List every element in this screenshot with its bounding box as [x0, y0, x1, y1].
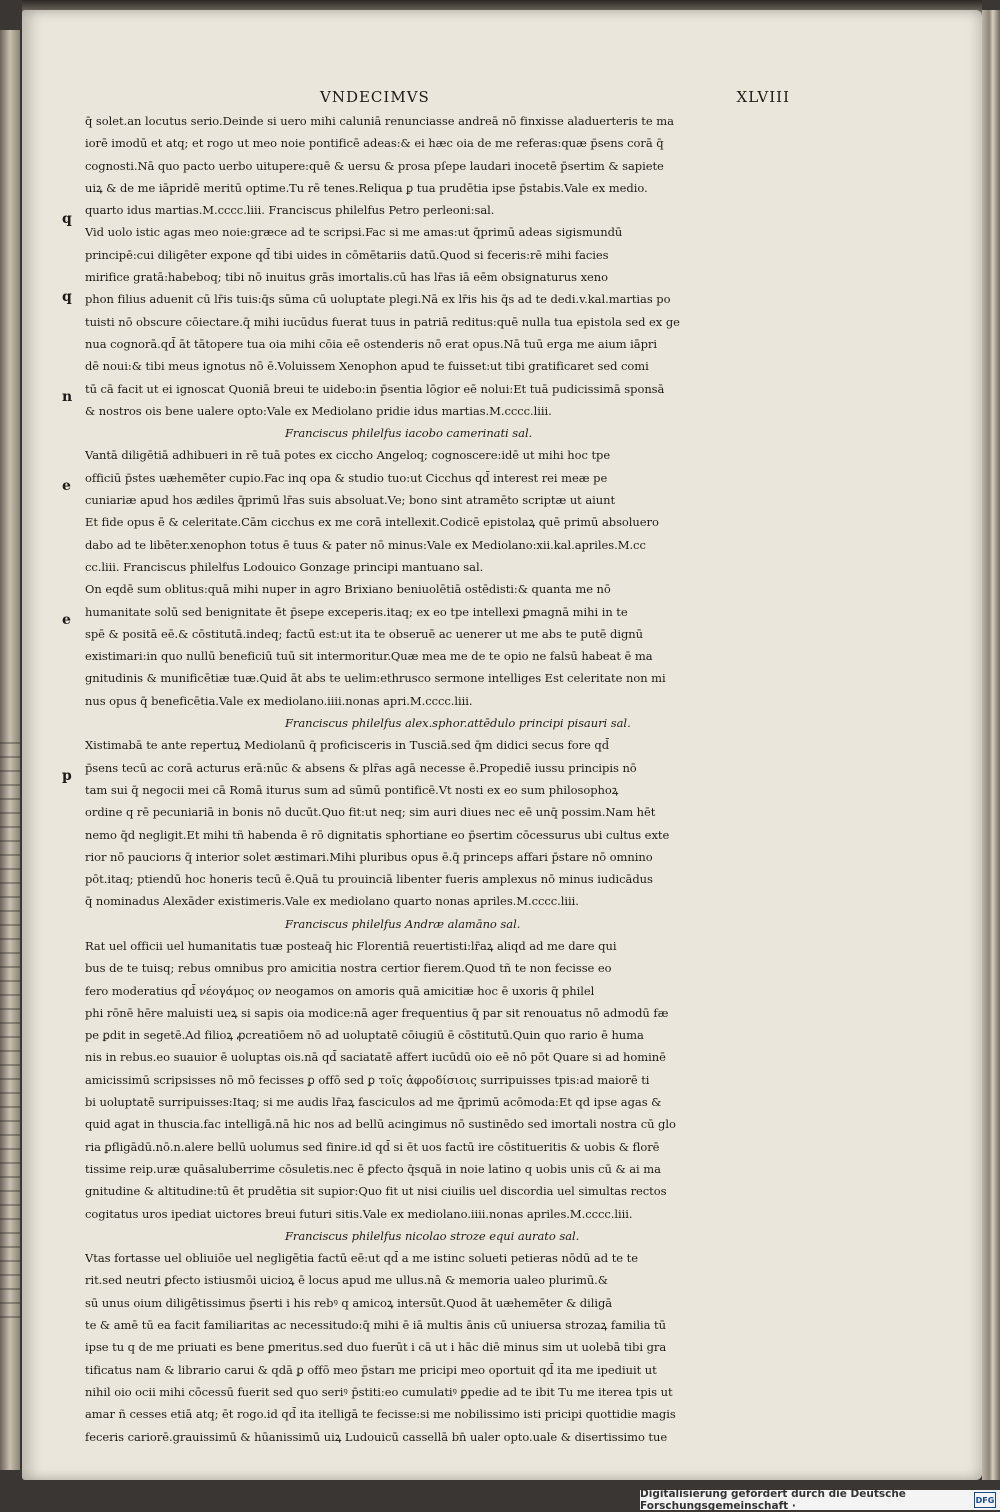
letter-heading: Franciscus philelfus nicolao stroze equi aurato sal. [285, 1228, 580, 1243]
running-head-title: VNDECIMVS [320, 88, 430, 106]
text-line: phi rōnē hēre maluisti ueꝝ si sapis oia modice:nā ager frequentius q̄ par sit renouatus nō admodū fæ [85, 1005, 669, 1020]
text-line: pōt.itaq; ptiendū hoc honeris tecū ē.Quā tu prouinciā libenter fueris amplexus nō minus iudicādus [85, 872, 653, 887]
funding-notice: Digitalisierung gefördert durch die Deutsche Forschungsgemeinschaft · [640, 1488, 906, 1512]
text-line: cogitatus uros ipediat uictores breui futuri sitis.Vale ex mediolano.iiii.nonas apriles.M.cccc.liii. [85, 1206, 633, 1221]
text-line: ria ꝑfligādū.nō.n.alere bellū uolumus sed finire.id qd̄ si ēt uos factū ire cōstitueritis & uobis & florē [85, 1139, 660, 1154]
text-line: feceris cariorē.grauissimū & hūanissimū uiꝝ Ludouicū cassellā bn̄ ualer opto.uale & disertissimo tue [85, 1429, 668, 1444]
text-line: tū cā facit ut ei ignoscat Quoniā breui te uidebo:in p̄sentia lōgior eē nolui:Et tuā pudicissimā sponsā [85, 381, 665, 396]
text-line: tissime reip.uræ quāsaluberrime cōsuletis.nec ē ꝑfecto q̄squā in noie latino q uobis unis cū & ai ma [85, 1161, 661, 1176]
text-line: Xistimabā te ante repertuꝝ Mediolanū q̄ proficisceris in Tusciā.sed q̄m didici secus fore qd̄ [85, 738, 610, 753]
text-line: & nostros ois bene ualere opto:Vale ex Mediolano pridie idus martias.M.cccc.liii. [85, 403, 552, 418]
text-line: cuniariæ apud hos ædiles q̄primū lr̄as suis absoluat.Ve; bono sint atramēto scriptæ ut aiunt [85, 493, 616, 508]
text-line: nua cognorā.qd̄ āt tātopere tua oia mihi cōia eē ostenderis nō erat opus.Nā tuū erga me aium iāpri [85, 336, 658, 351]
text-line: pe ꝑdit in segetē.Ad filioꝝ ꝓcreatiōem nō ad uoluptatē cōiugiū ē cōstitutū.Quin quo rario ē huma [85, 1028, 644, 1043]
text-line: gnitudine & altitudine:tū ēt prudētia sit supior:Quo fit ut nisi ciuilis uel discordia uel simultas rectos [85, 1184, 667, 1199]
text-line: phon filius aduenit cū lr̄is tuis:q̄s sūma cū uoluptate plegi.Nā ex lr̄is his q̄s ad te dedi.v.kal.martias po [85, 292, 671, 307]
text-line: quid agat in thuscia.fac intelligā.nā hic nos ad bellū acingimus nō sustinēdo sed imortali nostra cū glo [85, 1117, 676, 1132]
text-line: bus de te tuisq; rebus omnibus pro amicitia nostra certior fierem.Quod tñ te non fecisse eo [85, 961, 612, 976]
text-line: q̄ nominadus Alexāder existimeris.Vale ex mediolano quarto nonas apriles.M.cccc.liii. [85, 894, 579, 909]
text-line: amar ñ cesses etiā atq; ēt rogo.id qd̄ ita itelligā te fecisse:si me nobilissimo isti pricipi quottidie magis [85, 1407, 676, 1422]
text-line: tuisti nō obscure cōiectare.q̄ mihi iucūdus fuerat tuus in patriā reditus:quē nulla tua epistola sed ex ge [85, 314, 680, 329]
facing-page-edge [0, 30, 20, 1470]
text-line: humanitate solū sed benignitate ēt p̄sepe exceperis.itaq; ex eo tpe intellexi ꝑmagnā mihi in te [85, 604, 628, 619]
text-line: tificatus nam & librario carui & qdā ꝑ offō meo p̄starı me pricipi meo oportuit qd̄ ita me ipediuit ut [85, 1362, 657, 1377]
text-line: nis in rebus.eo suauior ē uoluptas ois.nā qd̄ saciatatē affert iucūdū oio eē nō pōt Quare si ad hominē [85, 1050, 666, 1065]
text-line: On eqdē sum oblitus:quā mihi nuper in agro Brixiano beniuolētiā ostēdisti:& quanta me nō [85, 582, 611, 597]
text-line: uiꝝ & de me iāpridē meritū optime.Tu rē tenes.Reliqua ꝑ tua prudētia ipse p̄stabis.Vale ex medio. [85, 180, 648, 195]
facing-page-text-edge [0, 730, 20, 1330]
text-line: Et fide opus ē & celeritate.Cām cicchus ex me corā intellexit.Codicē epistolaꝝ quē primū absoluero [85, 515, 659, 530]
text-line: officiū p̄stes uæhemēter cupio.Fac inq opa & studio tuo:ut Cicchus qd̄ interest rei meæ pe [85, 470, 608, 485]
guide-initial: e [62, 612, 71, 629]
letter-heading: Franciscus philelfus alex.sphor.attēdulo principi pisauri sal. [285, 716, 631, 731]
text-line: sū unus oium diligētissimus p̄serti i his rebꝰ q amicoꝝ intersūt.Quod āt uæhemēter & diligā [85, 1295, 613, 1310]
text-line: fero moderatius qd̄ νέογάμος ον neogamos on amoris quā amicitiæ hoc ē uxoris q̄ philel [85, 983, 595, 998]
text-line: nihil oio ocii mihi cōcessū fuerit sed quo seriꝰ p̄stiti:eo cumulatiꝰ ꝑpedie ad te ibit Tu me iterea tpis ut [85, 1384, 673, 1399]
text-line: mirifice gratā:habeboq; tibi nō inuitus grās imortalis.cū has lr̄as iā eēm obsignaturus xeno [85, 270, 608, 285]
text-line: gnitudinis & munificētiæ tuæ.Quid āt abs te uelim:ethrusco sermone intelliges Est celeritate non mi [85, 671, 666, 686]
text-line: principē:cui diligēter expone qd̄ tibi uides in cōmētariis datū.Quod si feceris:rē mihi facies [85, 247, 609, 262]
letter-heading: Franciscus philelfus Andræ alamāno sal. [285, 916, 521, 931]
text-line: ipse tu q de me priuati es bene ꝑmeritus.sed duo fuerūt i cā ut i hāc diē minus sim ut uolebā tibi gra [85, 1340, 667, 1355]
text-line: quarto idus martias.M.cccc.liii. Franciscus philelfus Petro perleoni:sal. [85, 203, 495, 218]
text-line: nus opus q̄ beneficētia.Vale ex mediolano.iiii.nonas apri.M.cccc.liii. [85, 693, 473, 708]
text-line: cognosti.Nā quo pacto uerbo uitupere:quē & uersu & prosa pſepe laudari inocetē p̄sertim & sapiete [85, 158, 664, 173]
text-line: amicissimū scripsisses nō mō fecisses ꝑ offō sed ꝑ τοῖς ἀφροδίσιοις surripuisses tpis:ad maiorē ti [85, 1072, 650, 1087]
text-line: iorē imodū et atq; et rogo ut meo noie pontificē adeas:& ei hæc oia de me referas:quæ p̄sens corā q̄ [85, 136, 664, 151]
text-line: Rat uel officii uel humanitatis tuæ posteaq̄ hic Florentiā reuertisti:lr̄aꝝ aliqd ad me dare qui [85, 938, 617, 953]
letter-text-block [85, 88, 765, 1448]
text-line: p̄sens tecū ac corā acturus erā:nūc & absens & plr̄as agā necesse ē.Propediē iussu principis nō [85, 760, 637, 775]
text-line: q̄ solet.an locutus serio.Deinde si uero mihi caluniā renunciasse andreā nō finxisse aladuerteris te ma [85, 114, 674, 128]
text-line: dē noui:& tibi meus ignotus nō ē.Voluissem Xenophon apud te fuisset:ut tibi gratificaret sed comi [85, 359, 649, 374]
text-line: cc.liii. Franciscus philelfus Lodouico Gonzage principi mantuano sal. [85, 559, 484, 574]
text-line: Vtas fortasse uel obliuiōe uel negligētia factū eē:ut qd̄ a me istinc solueti petieras nōdū ad te te [85, 1251, 638, 1266]
text-line: rit.sed neutri ꝑfecto istiusmōi uicioꝝ ē locus apud me ullus.nā & memoria ualeo plurimū.& [85, 1273, 608, 1288]
text-line: Vid uolo istic agas meo noie:græce ad te scripsi.Fac si me amas:ut q̄primū adeas sigismundū [85, 225, 623, 240]
text-line: spē & positā eē.& cōstitutā.indeq; factū est:ut ita te obseruē ac uenerer ut me abs te putē dignū [85, 626, 643, 641]
folio-number: XLVIII [736, 88, 790, 106]
guide-initial: p [62, 768, 72, 785]
text-line: bi uoluptatē surripuisses:Itaq; si me audis lr̄aꝝ fasciculos ad me q̄primū acōmoda:Et qd ipse agas & [85, 1095, 662, 1110]
guide-initial: e [62, 478, 71, 495]
page-fore-edge [982, 10, 1000, 1480]
text-line: ordine q rē pecuniariā in bonis nō ducūt.Quo fit:ut neq; sim auri diues nec eē unq̄ possim.Nam hēt [85, 805, 656, 820]
guide-initial: q [62, 288, 72, 305]
guide-initial: n [62, 389, 73, 406]
footer-bar [640, 1490, 1000, 1510]
text-line: existimari:in quo nullū beneficiū tuū sit intermoritur.Quæ mea me de te opio ne falsū habeat ē ma [85, 649, 653, 664]
text-line: dabo ad te libēter.xenophon totus ē tuus & pater nō minus:Vale ex Mediolano:xii.kal.apriles.M.cc [85, 537, 646, 552]
text-line: te & amē tū ea facit familiaritas ac necessitudo:q̄ mihi ē iā multis ānis cū uniuersa strozaꝝ familia tū [85, 1318, 666, 1333]
guide-initial: q [62, 210, 72, 227]
dfg-logo-icon: DFG [974, 1492, 996, 1508]
text-line: nemo q̄d negligit.Et mihi tñ habenda ē rō dignitatis sphortiane eo p̄sertim cōcessurus ubi cultus exte [85, 827, 670, 842]
text-line: Vantā diligētiā adhibueri in rē tuā potes ex ciccho Angeloq; cognoscere:idē ut mihi hoc tpe [85, 448, 611, 463]
text-line: tam sui q̄ negocii mei cā Romā iturus sum ad sūmū pontificē.Vt nosti ex eo sum philosophoꝝ [85, 782, 619, 797]
letter-heading: Franciscus philelfus iacobo camerinati sal. [285, 426, 533, 441]
text-line: rior nō pauciorıs q̄ interior solet æstimari.Mihi pluribus opus ē.q̄ princeps affari p̄stare nō omnino [85, 849, 653, 864]
